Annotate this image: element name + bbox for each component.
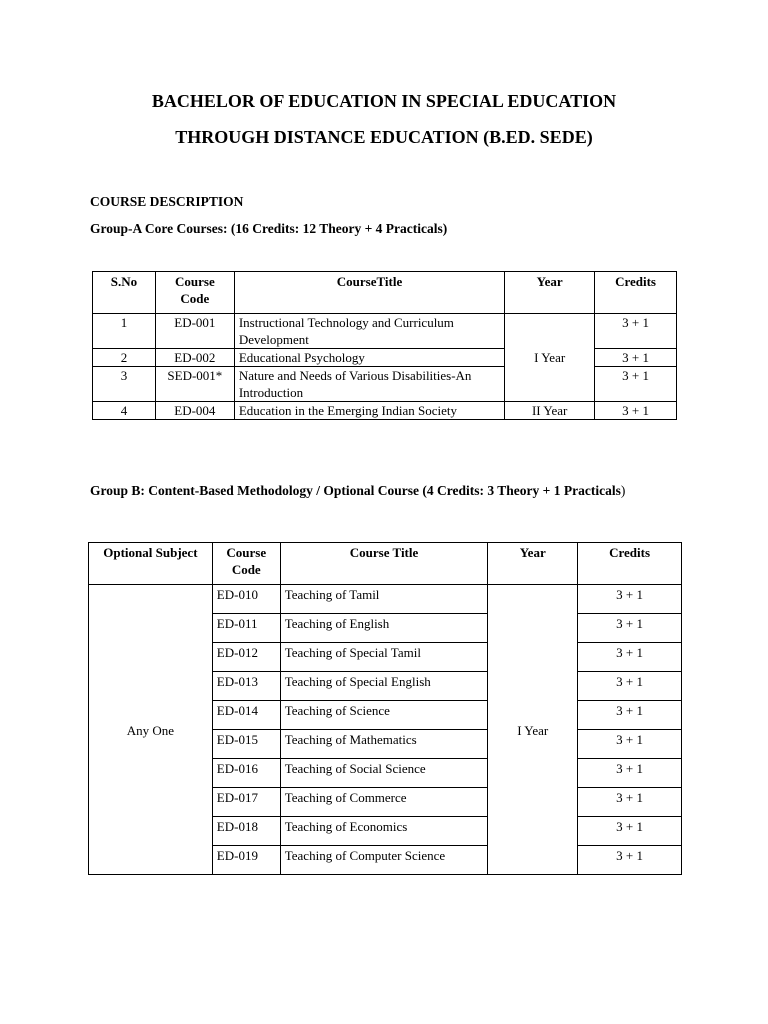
- cell-code: SED-001*: [155, 367, 234, 402]
- table-header-row: [93, 272, 677, 314]
- cell-title: Educational Psychology: [234, 349, 504, 367]
- cell-title: Teaching of Special Tamil: [280, 643, 488, 672]
- cell-title: Teaching of Social Science: [280, 759, 488, 788]
- cell-credits: 3 + 1: [595, 367, 677, 402]
- group-a-table: [92, 271, 677, 420]
- cell-credits: 3 + 1: [578, 846, 682, 875]
- header-credits: Credits: [578, 543, 682, 585]
- cell-sno: 1: [93, 314, 156, 349]
- cell-code: ED-010: [212, 585, 280, 614]
- cell-code: ED-001: [155, 314, 234, 349]
- cell-title: Teaching of Tamil: [280, 585, 488, 614]
- cell-title: Instructional Technology and Curriculum Development: [234, 314, 504, 349]
- header-year: Year: [488, 543, 578, 585]
- table-row: [93, 402, 677, 420]
- cell-year: I Year: [505, 314, 595, 402]
- page-title-line-2: THROUGH DISTANCE EDUCATION (B.ED. SEDE): [175, 127, 593, 147]
- cell-title: Education in the Emerging Indian Society: [234, 402, 504, 420]
- cell-year: II Year: [505, 402, 595, 420]
- table-row: [93, 314, 677, 349]
- cell-credits: 3 + 1: [578, 585, 682, 614]
- group-b-heading: [90, 482, 650, 499]
- group-a-heading: Group-A Core Courses: (16 Credits: 12 Theory + 4 Practicals): [90, 221, 448, 236]
- cell-credits: 3 + 1: [578, 759, 682, 788]
- cell-title: Teaching of Commerce: [280, 788, 488, 817]
- cell-code: ED-012: [212, 643, 280, 672]
- cell-code: ED-018: [212, 817, 280, 846]
- cell-credits: 3 + 1: [578, 643, 682, 672]
- cell-code: ED-013: [212, 672, 280, 701]
- group-b-heading-text: Group B: Content-Based Methodology / Optional Course (: [90, 483, 427, 498]
- cell-optional-subject: Any One: [89, 585, 213, 875]
- table-row: [89, 585, 682, 614]
- table-header-row: [89, 543, 682, 585]
- header-credits: Credits: [595, 272, 677, 314]
- header-sno: S.No: [93, 272, 156, 314]
- cell-title: Teaching of Special English: [280, 672, 488, 701]
- cell-code: ED-017: [212, 788, 280, 817]
- cell-credits: 3 + 1: [595, 349, 677, 367]
- cell-credits: 3 + 1: [578, 788, 682, 817]
- page-title-line-1: BACHELOR OF EDUCATION IN SPECIAL EDUCATION: [151, 91, 617, 111]
- group-b-heading-credits: 4: [426, 483, 434, 498]
- cell-code: ED-019: [212, 846, 280, 875]
- cell-code: ED-015: [212, 730, 280, 759]
- header-course-title: CourseTitle: [234, 272, 504, 314]
- cell-title: Nature and Needs of Various Disabilities-An Introduction: [234, 367, 504, 402]
- cell-credits: 3 + 1: [595, 402, 677, 420]
- cell-title: Teaching of Economics: [280, 817, 488, 846]
- cell-title: Teaching of Computer Science: [280, 846, 488, 875]
- header-year: Year: [505, 272, 595, 314]
- cell-sno: 3: [93, 367, 156, 402]
- cell-credits: 3 + 1: [578, 672, 682, 701]
- cell-sno: 4: [93, 402, 156, 420]
- cell-year: I Year: [488, 585, 578, 875]
- cell-title: Teaching of Science: [280, 701, 488, 730]
- cell-credits: 3 + 1: [578, 817, 682, 846]
- course-description-heading: COURSE DESCRIPTION: [90, 194, 244, 209]
- cell-credits: 3 + 1: [595, 314, 677, 349]
- cell-credits: 3 + 1: [578, 730, 682, 759]
- cell-credits: 3 + 1: [578, 614, 682, 643]
- header-course-code: Course Code: [155, 272, 234, 314]
- cell-sno: 2: [93, 349, 156, 367]
- cell-title: Teaching of English: [280, 614, 488, 643]
- cell-code: ED-004: [155, 402, 234, 420]
- cell-credits: 3 + 1: [578, 701, 682, 730]
- header-course-title: Course Title: [280, 543, 488, 585]
- group-b-table: [88, 542, 682, 875]
- cell-code: ED-002: [155, 349, 234, 367]
- header-optional-subject: Optional Subject: [89, 543, 213, 585]
- cell-code: ED-016: [212, 759, 280, 788]
- group-b-heading-close: ): [620, 483, 626, 498]
- header-course-code: Course Code: [212, 543, 280, 585]
- group-b-heading-rest: Credits: 3 Theory + 1 Practicals: [433, 483, 621, 498]
- cell-title: Teaching of Mathematics: [280, 730, 488, 759]
- cell-code: ED-014: [212, 701, 280, 730]
- cell-code: ED-011: [212, 614, 280, 643]
